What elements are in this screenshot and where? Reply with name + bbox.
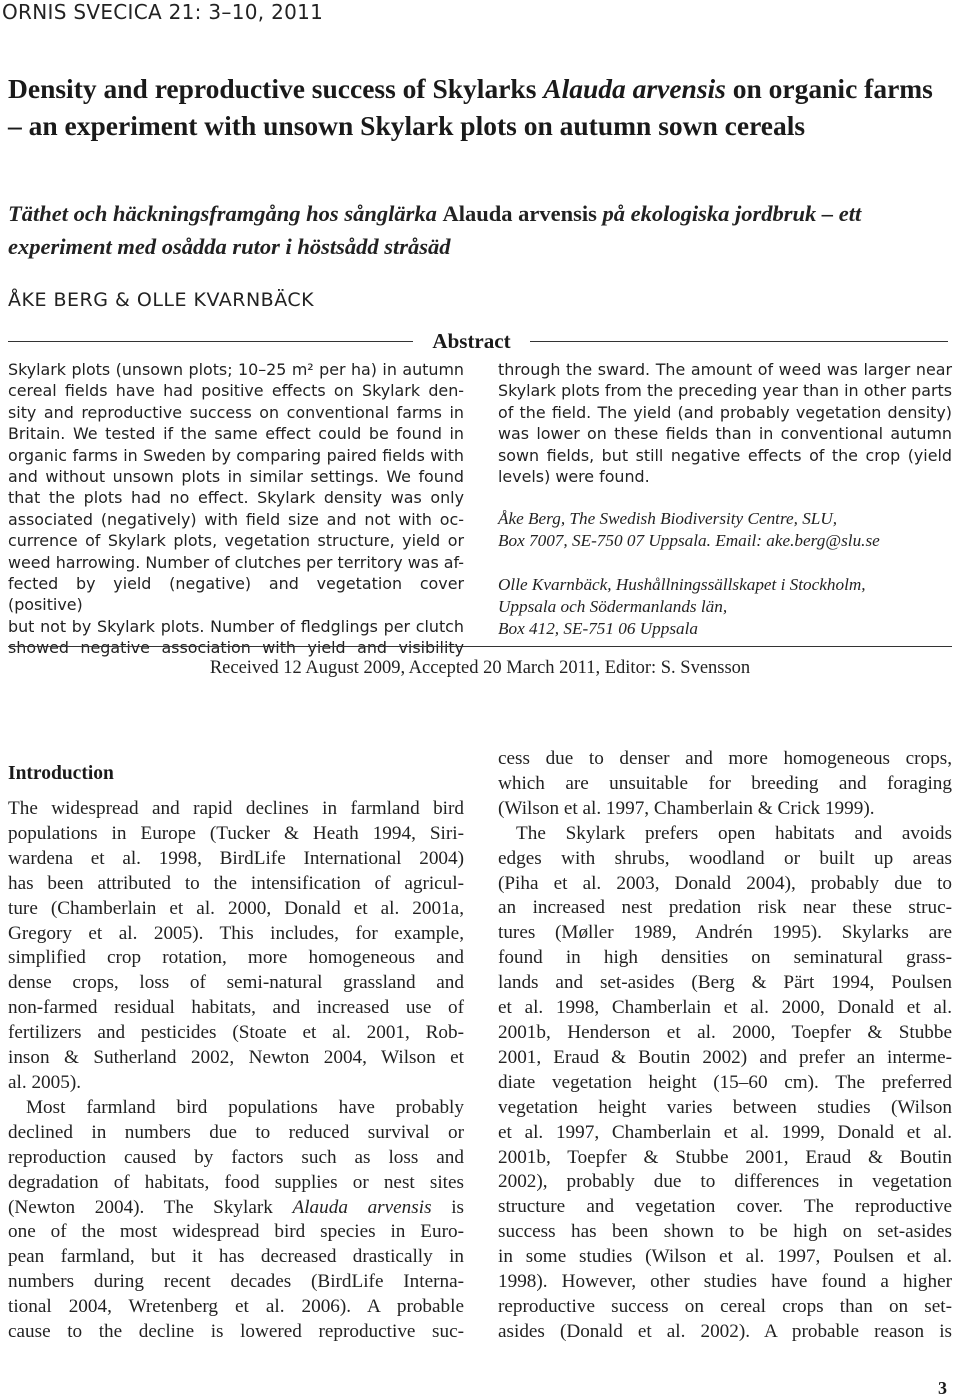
paragraph-line: pean farmland, but it has decreased drastically in [8, 1246, 464, 1268]
species-name: Alauda arvensis [442, 201, 597, 226]
author-address-2: Olle Kvarnbäck, Hushållningssällskapet i Stockholm, Uppsala och Södermanlands län, Box 412, SE-751 06 Uppsala [498, 575, 866, 638]
paragraph-line: success has been shown to be high on set-asides [498, 1221, 952, 1243]
paragraph-line: dense crops, loss of semi-natural grassland and [8, 972, 464, 994]
paragraph-line: which are unsuitable for breeding and foraging [498, 772, 952, 794]
paragraph-line: 2002), probably due to differences in vegetation [498, 1171, 952, 1193]
body-left-column [8, 797, 464, 1345]
abstract-rule-left [8, 341, 413, 342]
paragraph-line: The Skylark prefers open habitats and avoids [516, 822, 952, 844]
paragraph-line: inson & Sutherland 2002, Newton 2004, Wilson et [8, 1047, 464, 1069]
abstract-line: Skylark plots (unsown plots; 10–25 m² per ha) in autumn [8, 360, 464, 379]
abstract-rule-right [530, 341, 948, 342]
swedish-title: Täthet och häckningsframgång hos sånglärka Alauda arvensis på ekologiska jordbruk – ett experiment med osådda rutor i höstsådd stråsäd [8, 201, 862, 259]
species-name: Alauda arvensis [292, 1196, 432, 1218]
paragraph-line: tures (Møller 1989, Andrén 1995). Skylarks are [498, 922, 952, 944]
abstract-line: and without unsown plots in similar settings. We found [8, 467, 464, 487]
paragraph-line: al. 2005). [8, 1071, 82, 1093]
paragraph-line: populations in Europe (Tucker & Heath 1994, Siri- [8, 822, 464, 844]
article-title: Density and reproductive success of Skylarks Alauda arvensis on organic farms – an experiment with unsown Skylark plots on autumn sown cereals [8, 73, 933, 141]
paragraph-line: vegetation height varies between studies (Wilson [498, 1096, 952, 1118]
paragraph-line: declined in numbers due to reduced survival or [8, 1121, 464, 1143]
paragraph-line: degradation of habitats, food supplies or nest sites [8, 1171, 464, 1193]
paragraph-line: lands and set-asides (Berg & Pärt 1994, Poulsen [498, 972, 952, 994]
paragraph-line: 2001b, Henderson et al. 2000, Toepfer & Stubbe [498, 1021, 952, 1043]
paragraph-line: (Piha et al. 2003, Donald 2004), probably due to [498, 872, 952, 894]
paragraph-line: non-farmed residual habitats, and increased use of [8, 997, 464, 1019]
abstract-bottom-rule [8, 646, 952, 647]
abstract-heading: Abstract [432, 329, 511, 353]
paragraph-line: Gregory et al. 2005). This includes, for example, [8, 922, 464, 944]
abstract-line: but not by Skylark plots. Number of fledglings per clutch [8, 616, 464, 636]
received-line: Received 12 August 2009, Accepted 20 March 2011, Editor: S. Svensson [209, 658, 751, 678]
abstract-line: currence of Skylark plots, vegetation structure, yield or [8, 531, 464, 551]
paragraph-line: 1998). However, other studies have found a higher [498, 1271, 952, 1293]
paragraph-line: et al. 1997, Chamberlain et al. 1999, Donald et al. [498, 1121, 952, 1143]
page-number: 3 [938, 1378, 947, 1398]
paragraph-line: numbers during recent decades (BirdLife Interna- [8, 1271, 464, 1293]
author-address-1: Åke Berg, The Swedish Biodiversity Centre, SLU, Box 7007, SE-750 07 Uppsala. Email: ake.berg@slu.se [498, 509, 880, 551]
paragraph-line: structure and vegetation cover. The reproductive [498, 1196, 952, 1218]
abstract-line: weed harrowing. Number of clutches per territory was af- [8, 552, 464, 572]
paragraph-line: one of the most widespread bird species in Euro- [8, 1221, 464, 1243]
abstract-line: cereal fields have had positive effects on Skylark den- [8, 381, 464, 401]
paragraph-line: edges with shrubs, woodland or built up areas [498, 847, 952, 869]
paragraph-line: The widespread and rapid declines in farmland bird [8, 798, 464, 819]
abstract-line: that the plots had no effect. Skylark density was only [8, 488, 464, 508]
paragraph-line: 2001, Eraud & Boutin 2002) and prefer an interme- [498, 1046, 952, 1068]
paragraph-line: et al. 1998, Chamberlain et al. 2000, Donald et al. [498, 997, 952, 1019]
paragraph-line: Most farmland bird populations have probably [26, 1096, 464, 1118]
authors: ÅKE BERG & OLLE KVARNBÄCK [8, 289, 315, 311]
paragraph-line: asides (Donald et al. 2002). A probable reason is [498, 1320, 952, 1342]
paragraph-line: ture (Chamberlain et al. 2000, Donald et al. 2001a, [8, 897, 464, 919]
abstract-line: associated (negatively) with field size and not with oc- [8, 509, 464, 529]
paragraph-line: in some studies (Wilson et al. 1997, Poulsen et al. [498, 1246, 952, 1268]
species-name: Alauda arvensis [543, 73, 726, 104]
paragraph-line: found in high densities on seminatural grass- [498, 947, 952, 969]
abstract-text-continued: through the sward. The amount of weed was larger near Skylark plots from the preceding year than in other parts of the field. The yield (and probably vegetation density) was lower on these fields than in conventional autumn sown fields, but still negative effects of the crop (yield levels) were found. [498, 360, 952, 487]
body-right-column [498, 747, 952, 1345]
paragraph-line: (Newton 2004). The Skylark Alauda arvensis is [8, 1196, 464, 1218]
paragraph-line: simplified crop rotation, more homogeneous and [8, 947, 464, 969]
journal-header: ORNIS SVECICA 21: 3–10, 2011 [2, 0, 324, 24]
paragraph-line: 2001b, Toepfer & Stubbe 2001, Eraud & Boutin [498, 1146, 952, 1168]
abstract-right-column [498, 359, 952, 639]
paragraph-line: fertilizers and pesticides (Stoate et al. 2001, Rob- [8, 1022, 464, 1044]
paragraph-line: reproductive success on cereal crops than on set- [498, 1295, 952, 1317]
paragraph-line: cause to the decline is lowered reproductive suc- [8, 1321, 464, 1343]
abstract-line: sity and reproductive success on conventional farms in [8, 402, 464, 422]
paragraph-line: wardena et al. 1998, BirdLife International 2004) [8, 847, 464, 869]
paragraph-line: has been attributed to the intensification of agricul- [8, 872, 464, 894]
paragraph-line: reproduction caused by factors such as loss and [8, 1146, 464, 1168]
abstract-left-column [8, 359, 464, 659]
paragraph-line: diate vegetation height (15–60 cm). The preferred [498, 1071, 952, 1093]
introduction-heading: Introduction [8, 763, 114, 784]
paragraph-line: (Wilson et al. 1997, Chamberlain & Crick 1999). [498, 797, 875, 819]
abstract-line: fected by yield (negative) and vegetation cover (positive) [8, 574, 464, 615]
abstract-line: showed negative association with yield and visibility [8, 638, 464, 658]
paragraph-line: an increased nest predation risk near these struc- [498, 897, 952, 919]
abstract-line: organic farms in Sweden by comparing paired fields with [8, 445, 464, 465]
paragraph-line: cess due to denser and more homogeneous crops, [498, 748, 952, 769]
paragraph-line: tional 2004, Wretenberg et al. 2006). A probable [8, 1296, 464, 1318]
abstract-line: Britain. We tested if the same effect could be found in [8, 424, 464, 444]
